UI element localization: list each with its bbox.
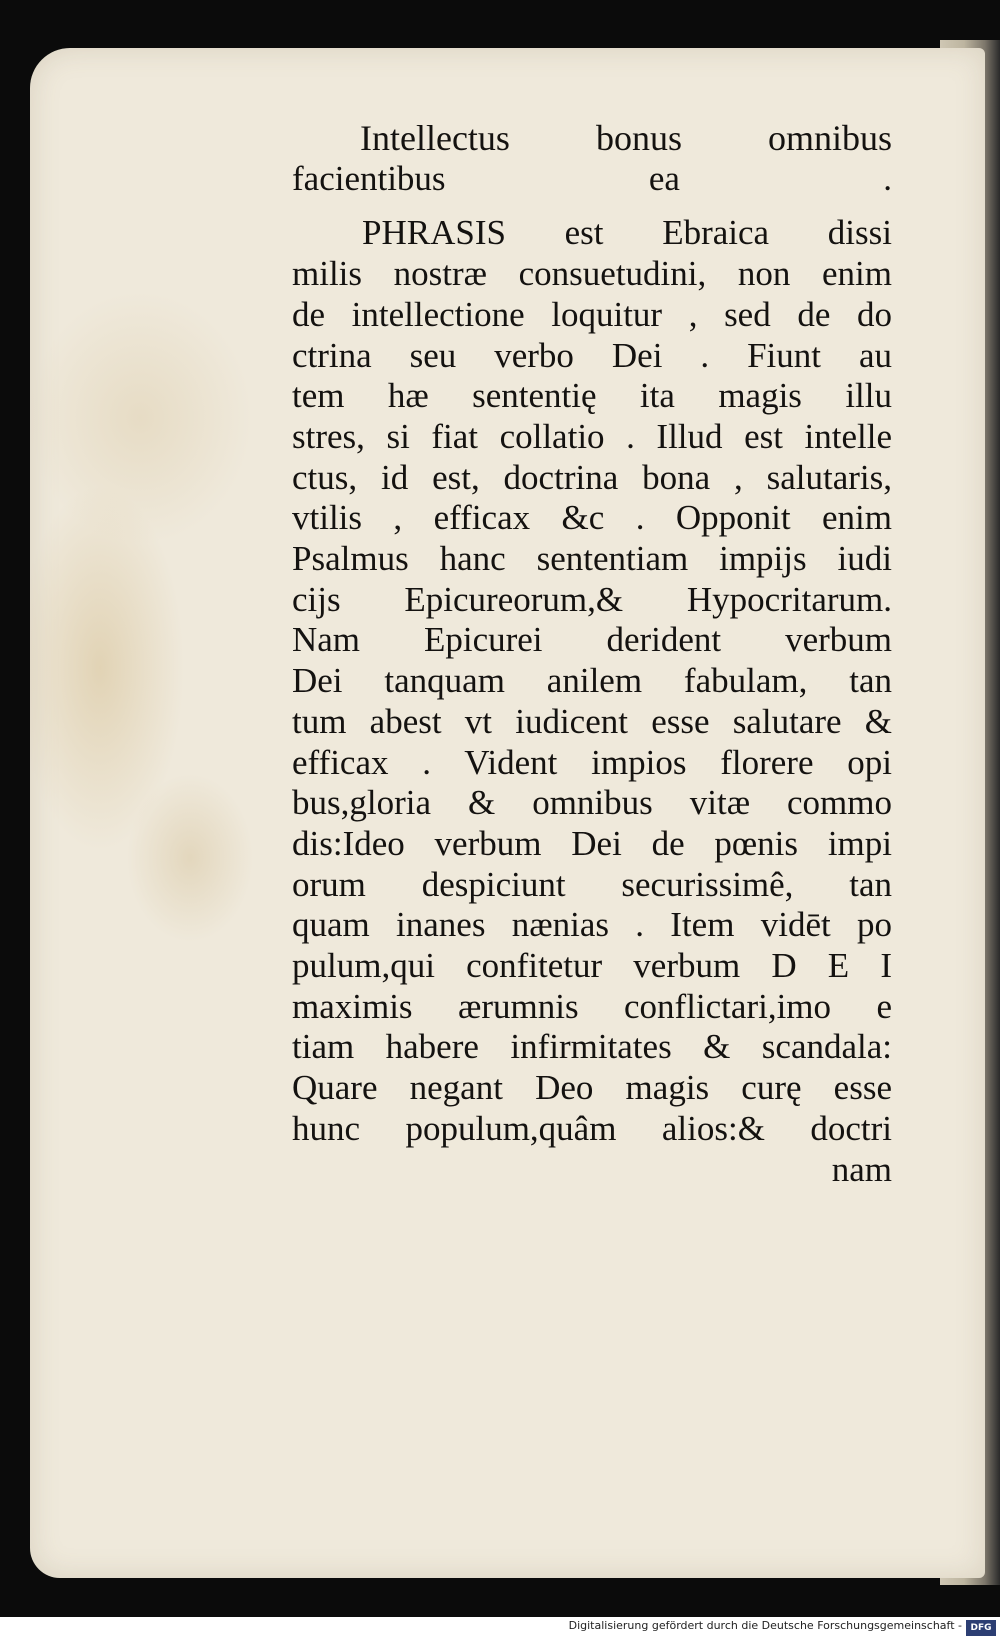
catchword: nam — [831, 1149, 892, 1189]
footer-bar — [0, 1617, 1000, 1643]
dfg-logo-icon: DFG — [966, 1620, 996, 1636]
text-line: vtilis , efficax &c . Opponit enim — [292, 498, 892, 538]
water-stain — [30, 238, 260, 958]
text-line: efficax . Vident impios florere opi — [292, 742, 892, 782]
text-line: cijs Epicureorum,& Hypocritarum. — [292, 579, 892, 619]
text-line: pulum,qui confitetur verbum D E I — [292, 946, 892, 986]
funding-credit: Digitalisierung gefördert durch die Deutsche Forschungsgemeinschaft - — [568, 1619, 962, 1632]
text-block — [292, 118, 892, 1190]
text-line: de intellectione loquitur , sed de do — [292, 294, 892, 334]
text-line: facientibus ea . — [292, 158, 892, 198]
text-line: Psalmus hanc sententiam impijs iudi — [292, 539, 892, 579]
text-line: PHRASIS est Ebraica dissi — [362, 213, 892, 253]
text-line: maximis ærumnis conflictari,imo e — [292, 986, 892, 1026]
text-line: Dei tanquam anilem fabulam, tan — [292, 661, 892, 701]
text-line: milis nostræ consuetudini, non enim — [292, 254, 892, 294]
text-line: tiam habere infirmitates & scandala: — [292, 1027, 892, 1067]
text-line: ctrina seu verbo Dei . Fiunt au — [292, 335, 892, 375]
text-line: Intellectus bonus omnibus — [360, 118, 892, 158]
text-line: dis:Ideo verbum Dei de pœnis impi — [292, 823, 892, 863]
text-line: hunc populum,quâm alios:& doctri — [292, 1108, 892, 1148]
text-line: Nam Epicurei derident verbum — [292, 620, 892, 660]
paragraph-gap — [292, 199, 892, 213]
text-line: quam inanes nænias . Item vidēt po — [292, 905, 892, 945]
text-line: Quare negant Deo magis curę esse — [292, 1068, 892, 1108]
text-line: tem hæ sententię ita magis illu — [292, 376, 892, 416]
text-line: orum despiciunt securissimê, tan — [292, 864, 892, 904]
text-line: tum abest vt iudicent esse salutare & — [292, 701, 892, 741]
text-line: ctus, id est, doctrina bona , salutaris, — [292, 457, 892, 497]
text-line: bus,gloria & omnibus vitæ commo — [292, 783, 892, 823]
text-line: stres, si fiat collatio . Illud est intelle — [292, 416, 892, 456]
